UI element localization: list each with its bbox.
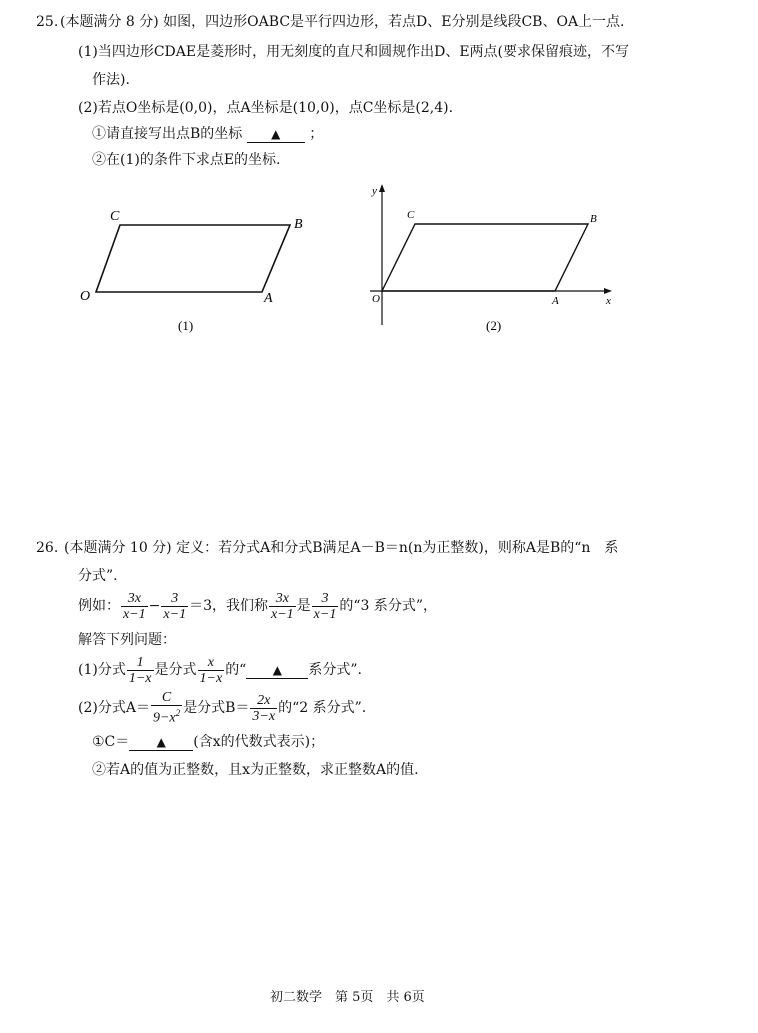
part1-fraction-2 bbox=[198, 655, 225, 686]
fig1-label-b: B bbox=[294, 217, 303, 232]
part2-fraction-a bbox=[151, 690, 182, 726]
figure-2-coordinate-parallelogram bbox=[360, 180, 630, 350]
fraction-denominator: x−1 bbox=[163, 606, 187, 622]
q25-part2: (2)若点O坐标是(0,0)，点A坐标是(10,0)，点C坐标是(2,4). bbox=[78, 100, 454, 116]
fraction-numerator: 1 bbox=[127, 655, 154, 671]
figure-1-parallelogram bbox=[70, 200, 330, 350]
fraction-denominator: x−1 bbox=[313, 606, 337, 622]
q26-part2-sub2: ②若A的值为正整数，且x为正整数，求正整数A的值. bbox=[92, 762, 419, 778]
fig2-label-o: O bbox=[372, 293, 380, 305]
q25-part2-sub1-end: ； bbox=[309, 126, 324, 142]
q25-part1-line2: 作法). bbox=[92, 72, 130, 88]
fraction-denominator: x−1 bbox=[123, 606, 146, 622]
fraction-numerator: 3x bbox=[269, 591, 296, 607]
answer-blank-b-coord: ▲ bbox=[247, 126, 305, 143]
example-fraction-4 bbox=[312, 591, 339, 622]
q25-part2-sub1-text: ①请直接写出点B的坐标 bbox=[92, 126, 243, 142]
q26-solve-heading: 解答下列问题： bbox=[78, 632, 176, 648]
fig2-caption: (2) bbox=[486, 318, 502, 333]
fig1-label-c: C bbox=[110, 209, 120, 224]
fraction-denominator: 1−x bbox=[128, 670, 152, 686]
part1-fraction-1 bbox=[127, 655, 154, 686]
example-minus: − bbox=[148, 598, 161, 614]
fraction-numerator: x bbox=[198, 655, 225, 671]
example-fraction-2 bbox=[161, 591, 188, 622]
fraction-numerator: 2x bbox=[250, 693, 277, 709]
q26-part2-sub1 bbox=[92, 732, 324, 752]
part2-sub1-text-b: (含x的代数式表示)； bbox=[193, 734, 325, 750]
q25-stem: (本题满分 8 分) 如图，四边形OABC是平行四边形，若点D、E分别是线段CB、OA上一点. bbox=[60, 14, 625, 30]
fig2-label-c: C bbox=[407, 209, 415, 221]
q25-part2-sub2: ②在(1)的条件下求点E的坐标. bbox=[92, 152, 281, 168]
example-is: 是 bbox=[296, 598, 311, 614]
q26-stem-line1: (本题满分 10 分) 定义：若分式A和分式B满足A－B＝n(n为正整数)，则称A是B的“n 系 bbox=[64, 540, 619, 556]
fraction-numerator: 3x bbox=[121, 591, 148, 607]
part2-text-b: 是分式B＝ bbox=[183, 700, 250, 716]
q25-number: 25. bbox=[36, 14, 59, 30]
fraction-denominator: 1−x bbox=[199, 670, 223, 686]
q25-part2-sub1 bbox=[92, 124, 323, 144]
example-equals: ＝3，我们称 bbox=[189, 598, 268, 614]
fig1-label-a: A bbox=[264, 291, 273, 306]
fig1-caption: (1) bbox=[178, 318, 194, 333]
q26-stem-line2: 分式”. bbox=[78, 568, 118, 584]
fig1-label-o: O bbox=[80, 289, 91, 304]
part2-text-a: (2)分式A＝ bbox=[78, 700, 150, 716]
example-end: 的“3 系分式”， bbox=[339, 598, 438, 614]
answer-blank-n: ▲ bbox=[246, 662, 308, 679]
fraction-denominator: 3−x bbox=[252, 708, 276, 724]
fraction-numerator: 3 bbox=[312, 591, 339, 607]
fig2-label-b: B bbox=[590, 213, 597, 225]
fig2-label-y: y bbox=[372, 185, 377, 197]
fraction-numerator: 3 bbox=[161, 591, 188, 607]
exponent: 2 bbox=[175, 708, 181, 719]
q26-example bbox=[78, 588, 437, 624]
fig2-label-a: A bbox=[552, 295, 559, 307]
example-prefix: 例如： bbox=[78, 598, 120, 614]
part2-sub1-text-a: ①C＝ bbox=[92, 734, 130, 750]
q26-number: 26. bbox=[36, 540, 59, 556]
example-fraction-3 bbox=[269, 591, 296, 622]
part1-text-a: (1)分式 bbox=[78, 662, 126, 678]
denominator-base: 9−x bbox=[152, 710, 176, 726]
q25-part1-line1: (1)当四边形CDAE是菱形时，用无刻度的直尺和圆规作出D、E两点(要求保留痕迹，不写 bbox=[78, 44, 630, 60]
part1-text-c: 的“ bbox=[225, 662, 247, 678]
q26-part2 bbox=[78, 690, 366, 726]
fraction-numerator: C bbox=[151, 690, 182, 706]
answer-blank-c: ▲ bbox=[129, 734, 193, 751]
fig2-label-x: x bbox=[606, 295, 611, 307]
part1-text-d: 系分式”. bbox=[308, 662, 362, 678]
example-fraction-1 bbox=[121, 591, 148, 622]
fraction-denominator bbox=[151, 706, 182, 726]
q26-part1 bbox=[78, 652, 362, 688]
part2-fraction-b bbox=[250, 693, 277, 724]
part2-text-c: 的“2 系分式”. bbox=[278, 700, 367, 716]
page-footer: 初二数学 第 5页 共 6页 bbox=[270, 990, 425, 1005]
part1-text-b: 是分式 bbox=[154, 662, 197, 678]
fraction-denominator: x−1 bbox=[271, 606, 294, 622]
